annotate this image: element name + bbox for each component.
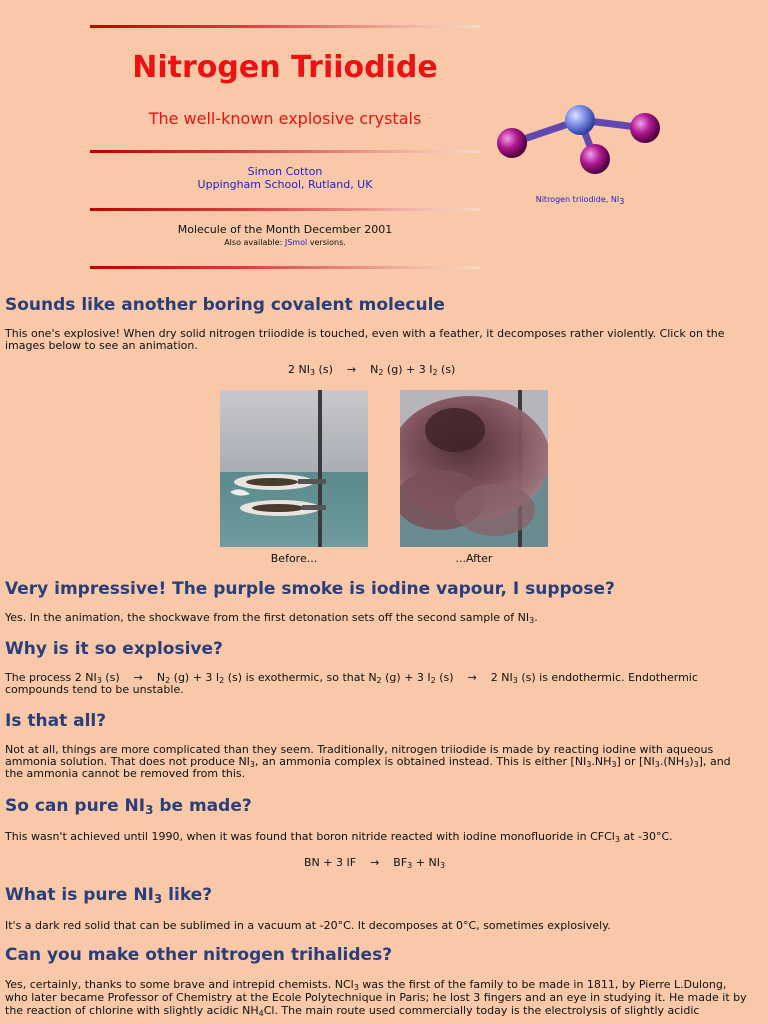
heading-purple-smoke: Very impressive! The purple smoke is iodine vapour, I suppose? — [5, 579, 615, 599]
dark-red-solid-text: It's a dark red solid that can be sublimed in a vacuum at -20°C. It decomposes at 0°C, sometimes explosively. — [5, 919, 611, 932]
molecule-image[interactable] — [490, 95, 670, 175]
arrow-icon: → — [370, 856, 380, 869]
divider-3 — [90, 208, 480, 211]
nitrogen-atom — [565, 105, 595, 135]
divider-4 — [90, 266, 480, 269]
shockwave-text: Yes. In the animation, the shockwave from the first detonation sets off the second sample of $NI_3$. — [5, 611, 538, 625]
molecule-caption: Nitrogen triiodide, $NI_3$ — [535, 195, 625, 206]
heading-why-explosive: Why is it so explosive? — [5, 639, 223, 659]
before-photo[interactable] — [220, 390, 368, 547]
heading-pure-ni3: So can pure $NI_3$ be made? — [5, 796, 252, 817]
jsmol-link[interactable]: JSmol — [284, 238, 308, 247]
arrow-icon: → — [467, 671, 477, 684]
divider-2 — [90, 150, 480, 153]
arrow-icon: → — [133, 671, 143, 684]
divider-1 — [90, 25, 480, 28]
page-subtitle: The well-known explosive crystals — [148, 109, 422, 128]
arrow-icon: → — [346, 363, 357, 376]
heading-is-that-all: Is that all? — [5, 711, 107, 731]
exothermic-text: The process 2 $NI_3$ $(s) \to N_2$ (g) + 3 $I_2$ (s) is exothermic, so that $N_2$ (g) + 3 $I_2$ (s) → 2 $NI_3$ (s) is endothermic. Endothermic compounds tend to be unstable. — [5, 671, 698, 696]
boron-nitride-text: This wasn't achieved until 1990, when it was found that boron nitride reacted with iodine monofluoride in CFCl$_3$ at -30°C. — [5, 830, 673, 844]
iodine-atom — [580, 144, 610, 174]
heading-other-trihalides: Can you make other nitrogen trihalides? — [5, 945, 393, 965]
complex-text: Not at all, things are more complicated than they seem. Traditionally, nitrogen triiodide is made by reacting iodine with aqueous ammonia solution. That does not produce $NI_3$, an ammonia complex is obtained instead. This is either $[NI_3.NH_3]$ or $[NI_3.(NH_3)_3]$, and the ammonia cannot be removed from this. — [5, 743, 731, 780]
equation-synthesis: BN + 3 IF → $BF_3 + NI_3$ — [304, 856, 446, 870]
after-caption: ...After — [455, 552, 493, 565]
equation-decomposition: 2 $NI_3$ $(s) \to N_2$ (g) + 3 $I_2$ (s) — [288, 363, 456, 377]
heading-what-is-pure-ni3: What is pure $NI_3$ like? — [5, 885, 213, 906]
author-block — [90, 165, 480, 191]
before-caption: Before... — [270, 552, 318, 565]
author-affiliation: Uppingham School, Rutland, UK — [197, 178, 373, 191]
iodine-atom — [497, 128, 527, 158]
heading-boring-molecule: Sounds like another boring covalent molecule — [5, 295, 445, 315]
iodine-atom — [630, 113, 660, 143]
trihalides-text: Yes, certainly, thanks to some brave and intrepid chemists. NCl$_3$ was the first of the family to be made in 1811, by Pierre L.Dulong, who later became Professor of Chemistry at the Ecole Polytechnique in Paris; he lost 3 fingers and an eye in studying it. He made it by the reaction of chlorine with slightly acidic $NH_4Cl$. The main route used commercially today is the electrolysis of slightly acidic — [5, 978, 747, 1018]
intro-text: This one's explosive! When dry solid nitrogen triiodide is touched, even with a feather, it decomposes rather violently. Click on the images below to see an animation. — [5, 327, 725, 352]
author-name: Simon Cotton — [247, 165, 323, 178]
also-available: Also available: JSmol versions. — [224, 238, 346, 247]
page-title: Nitrogen Triiodide — [132, 50, 438, 85]
motm-block — [90, 223, 480, 249]
motm-label: Molecule of the Month December 2001 — [177, 223, 393, 236]
after-photo[interactable] — [400, 390, 548, 547]
